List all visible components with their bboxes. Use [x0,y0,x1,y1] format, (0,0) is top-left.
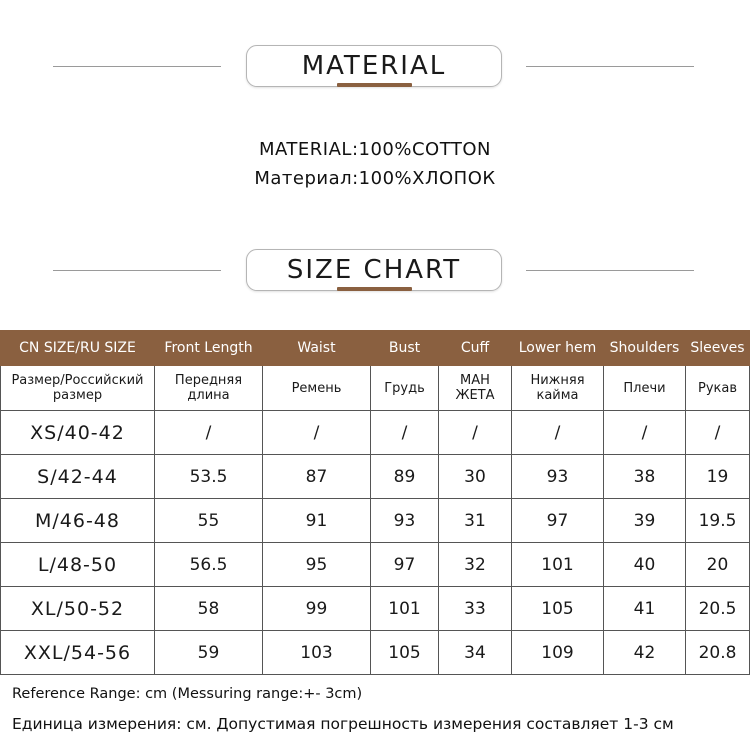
table-cell: 20.5 [686,587,750,631]
table-cell: 41 [604,587,686,631]
table-cell: / [263,411,371,455]
divider-line-right [526,66,694,67]
material-line-en: MATERIAL:100%COTTON [258,139,492,160]
table-row [1,543,750,587]
table-cell: 91 [263,499,371,543]
column-header: Sleeves [686,331,750,366]
table-cell: 105 [512,587,604,631]
material-line-ru: Материал:100%ХЛОПОК [254,168,496,189]
column-header: Cuff [439,331,512,366]
table-cell: 93 [512,455,604,499]
table-cell: / [686,411,750,455]
table-cell: 34 [439,631,512,675]
material-section-header [0,45,750,95]
table-cell: 32 [439,543,512,587]
table-cell: 97 [512,499,604,543]
table-cell: / [371,411,439,455]
table-cell: 95 [263,543,371,587]
size-cell: XXL/54-56 [1,631,155,675]
column-header-ru: Передняя длина [155,366,263,411]
divider-line-left [53,270,221,271]
header-row-ru [1,366,750,411]
column-header: Waist [263,331,371,366]
size-cell: S/42-44 [1,455,155,499]
table-cell: 38 [604,455,686,499]
table-cell: 42 [604,631,686,675]
column-header: Bust [371,331,439,366]
table-row [1,587,750,631]
table-cell: / [604,411,686,455]
column-header-ru: Рукав [686,366,750,411]
table-cell: / [439,411,512,455]
column-header: Lower hem [512,331,604,366]
table-cell: 109 [512,631,604,675]
column-header-ru: Грудь [371,366,439,411]
column-header-ru: Размер/Российский размер [1,366,155,411]
table-cell: 101 [371,587,439,631]
heading-accent-bar [337,83,412,87]
table-cell: 20.8 [686,631,750,675]
table-cell: 31 [439,499,512,543]
heading-accent-bar [337,287,412,291]
table-cell: 87 [263,455,371,499]
column-header-ru: Нижняя кайма [512,366,604,411]
table-cell: / [512,411,604,455]
divider-line-right [526,270,694,271]
column-header: Front Length [155,331,263,366]
size-cell: L/48-50 [1,543,155,587]
column-header-ru: Ремень [263,366,371,411]
table-cell: 105 [371,631,439,675]
size-chart-heading: SIZE CHART [246,249,502,291]
table-cell: 19.5 [686,499,750,543]
table-cell: 39 [604,499,686,543]
table-cell: 56.5 [155,543,263,587]
table-cell: 89 [371,455,439,499]
material-heading: MATERIAL [246,45,502,87]
reference-range-note-ru: Единица измерения: см. Допустимая погрешность измерения составляет 1-3 см [12,715,674,733]
table-cell: 99 [263,587,371,631]
table-row [1,631,750,675]
table-cell: 55 [155,499,263,543]
table-cell: 101 [512,543,604,587]
header-row-en [1,331,750,366]
table-cell: 20 [686,543,750,587]
table-row [1,411,750,455]
column-header: Shoulders [604,331,686,366]
table-cell: 40 [604,543,686,587]
size-cell: M/46-48 [1,499,155,543]
table-cell: / [155,411,263,455]
size-cell: XS/40-42 [1,411,155,455]
table-row [1,499,750,543]
table-cell: 30 [439,455,512,499]
column-header: CN SIZE/RU SIZE [1,331,155,366]
table-cell: 58 [155,587,263,631]
table-cell: 53.5 [155,455,263,499]
divider-line-left [53,66,221,67]
size-chart-table [0,330,750,675]
size-chart-section-header [0,249,750,299]
table-cell: 103 [263,631,371,675]
table-cell: 59 [155,631,263,675]
table-cell: 33 [439,587,512,631]
table-row [1,455,750,499]
column-header-ru: МАН ЖЕТА [439,366,512,411]
size-cell: XL/50-52 [1,587,155,631]
table-cell: 93 [371,499,439,543]
column-header-ru: Плечи [604,366,686,411]
reference-range-note: Reference Range: cm (Messuring range:+- 3cm) [12,686,363,702]
table-cell: 97 [371,543,439,587]
table-cell: 19 [686,455,750,499]
